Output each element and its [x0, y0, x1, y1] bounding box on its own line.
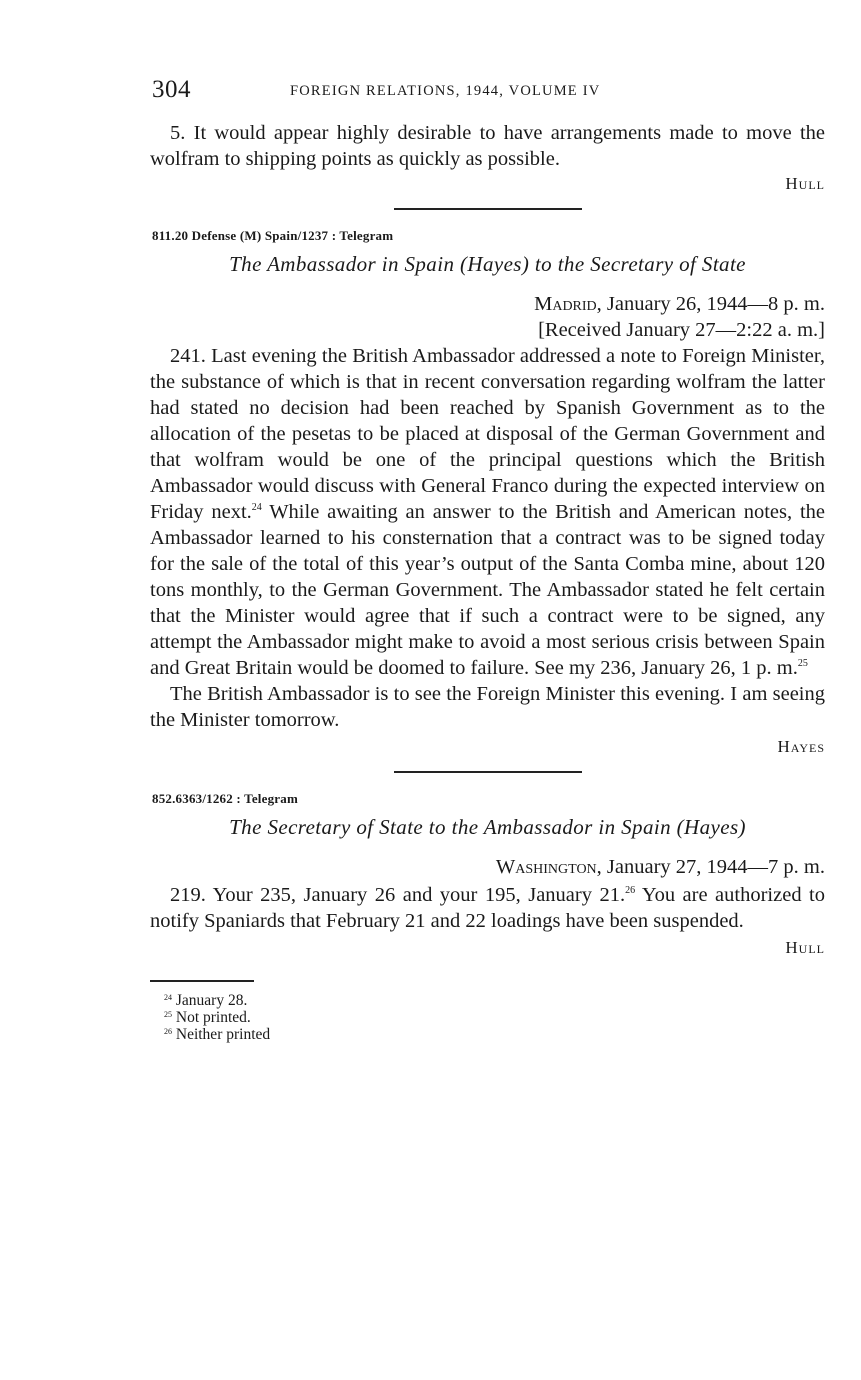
signature-hayes: Hayes	[777, 737, 825, 756]
received-line: [Received January 27—2:22 a. m.]	[538, 319, 825, 341]
paragraph-241	[150, 343, 825, 681]
dateline-place: Madrid	[534, 293, 597, 315]
dateline-madrid	[150, 291, 825, 317]
page-header	[150, 76, 825, 106]
footnote-rule	[150, 980, 254, 982]
document-title-1: The Ambassador in Spain (Hayes) to the Secretary of State	[229, 252, 746, 276]
footnote-ref-24: 24	[251, 502, 262, 513]
footnote-ref-26: 26	[625, 885, 636, 896]
document-title-2: The Secretary of State to the Ambassador in Spain (Hayes)	[229, 815, 746, 839]
paragraph-219-part-a: 219. Your 235, January 26 and your 195, January 21.	[170, 884, 626, 906]
running-title: FOREIGN RELATIONS, 1944, VOLUME IV	[290, 83, 601, 99]
footnote	[150, 992, 825, 1009]
paragraph-241-part-a: 241. Last evening the British Ambassador addressed a note to Foreign Minister, the substance of which is that in recent conversation regarding wolfram the latter had stated no decision had been reached by Spanish Government as to the allocation of the pesetas to be placed at disposal of the German Government and that wolfram would be one of the principal questions which the British Ambassador would discuss with General Franco during the expected interview on Friday next.	[150, 345, 825, 523]
footnote-mark: 24	[164, 993, 172, 1002]
footnote-text: January 28.	[175, 992, 248, 1009]
signature-hull-1: Hull	[785, 174, 825, 193]
dateline-date: , January 26, 1944—8 p. m.	[596, 293, 825, 315]
paragraph-wolfram-arrangements: 5. It would appear highly desirable to have arrangements made to move the wolfram to shipping points as quickly as possible.	[150, 122, 825, 170]
footnote	[150, 1009, 825, 1026]
page-number: 304	[152, 76, 191, 103]
footnote-ref-25: 25	[797, 658, 808, 669]
dateline-washington	[150, 854, 825, 880]
footnote-text: Neither printed	[175, 1026, 271, 1043]
file-reference-1: 811.20 Defense (M) Spain/1237 : Telegram	[152, 228, 394, 243]
dateline-place: Washington	[495, 856, 597, 878]
file-reference-2: 852.6363/1262 : Telegram	[152, 791, 298, 806]
section-divider-2	[394, 771, 582, 773]
footnote-mark: 26	[164, 1027, 172, 1036]
footnote-mark: 25	[164, 1010, 172, 1019]
paragraph-219-part-b: You are authorized to notify Spaniards that February 21 and 22 loadings have been suspended.	[150, 884, 825, 932]
footnote-text: Not printed.	[175, 1009, 251, 1026]
paragraph-241-part-b: While awaiting an answer to the British and American notes, the Ambassador learned to his consternation that a contract was to be signed today for the sale of the total of this year’s output of the Santa Comba mine, about 120 tons monthly, to the German Government. The Ambassador stated he felt certain that the Minister would agree that if such a contract were to be signed, any attempt the Ambassador might make to avoid a most serious crisis between Spain and Great Britain would be doomed to failure. See my 236, January 26, 1 p. m.	[150, 501, 825, 679]
paragraph-foreign-minister: The British Ambassador is to see the Foreign Minister this evening. I am seeing the Minister tomorrow.	[150, 683, 825, 731]
dateline-date: , January 27, 1944—7 p. m.	[596, 856, 825, 878]
paragraph-219	[150, 882, 825, 934]
signature-hull-2: Hull	[785, 938, 825, 957]
document-page	[150, 76, 825, 1043]
footnote	[150, 1026, 825, 1043]
section-divider-1	[394, 208, 582, 210]
